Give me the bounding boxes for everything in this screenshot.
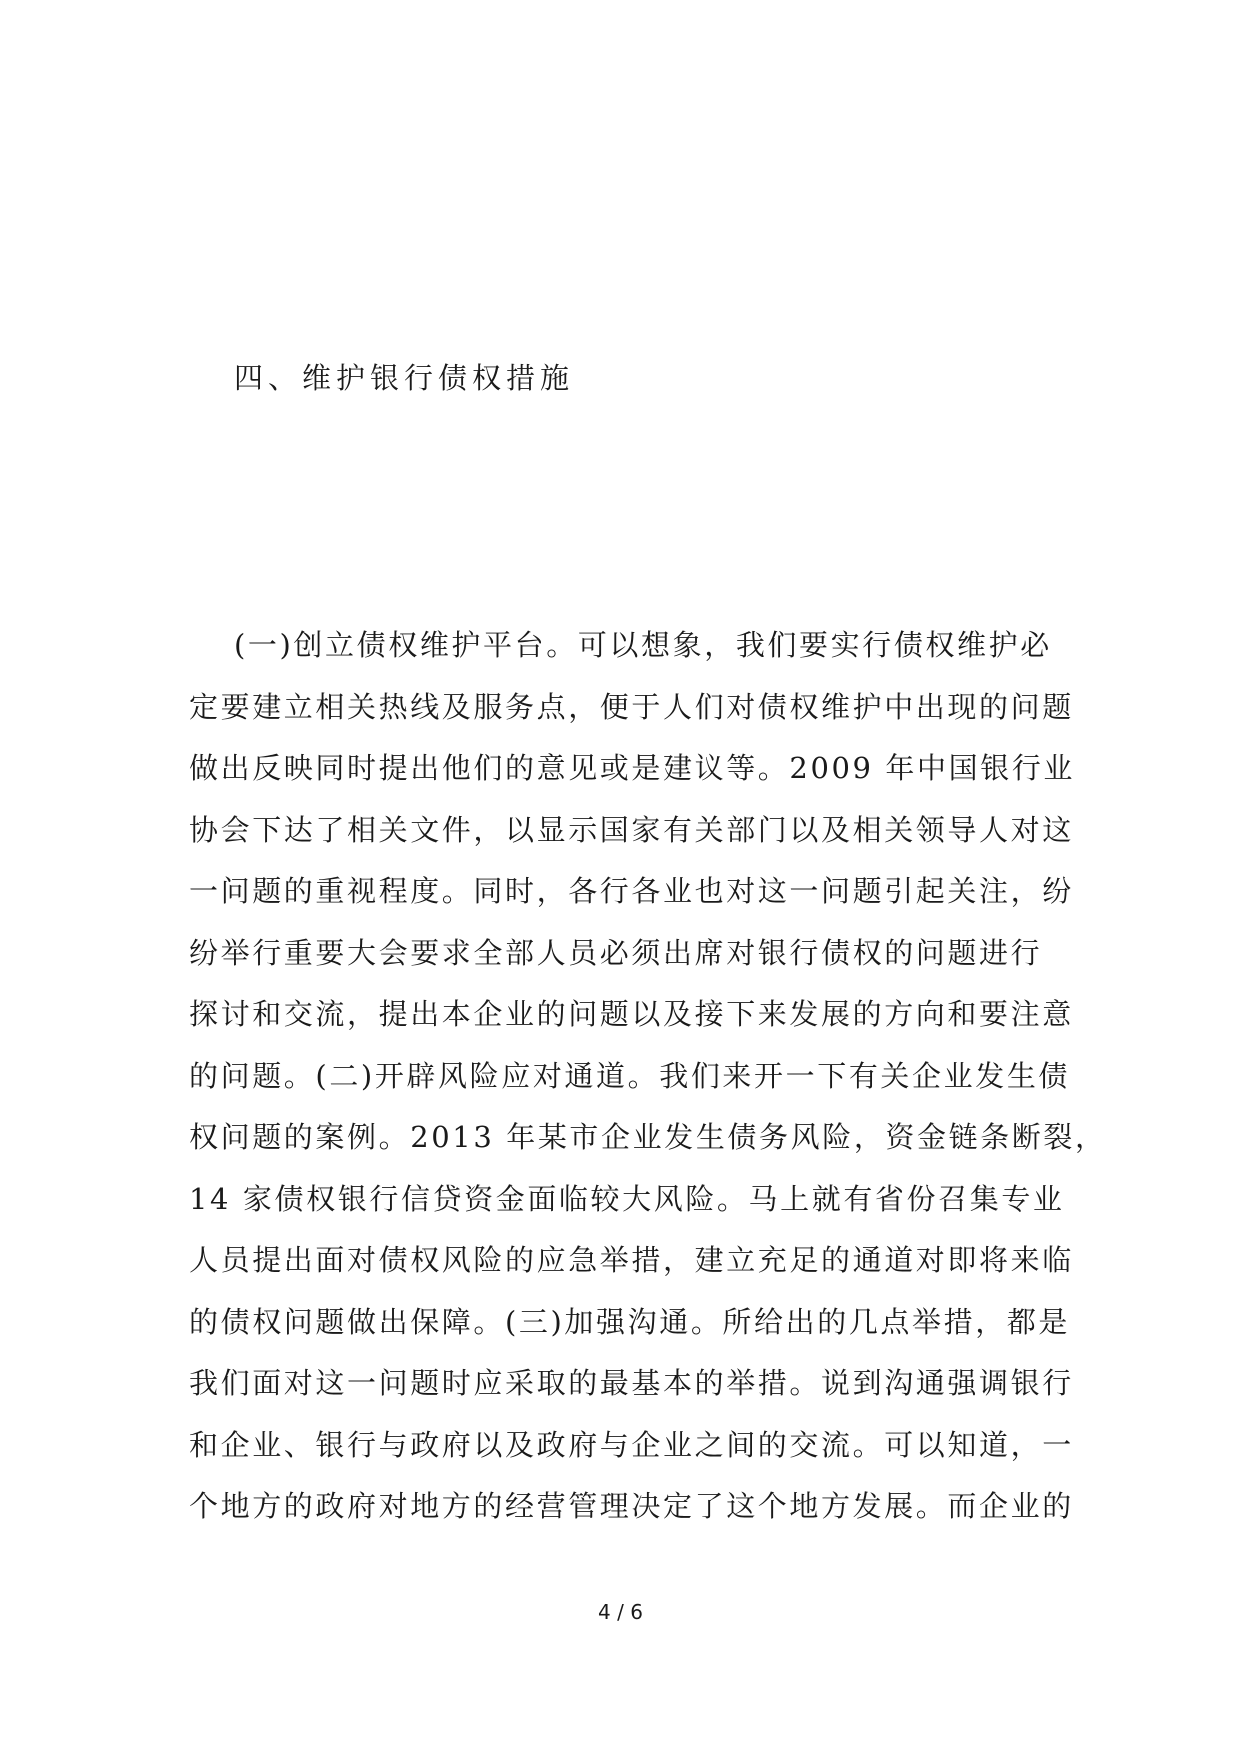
paragraph-line: 的债权问题做出保障。(三)加强沟通。所给出的几点举措，都是 bbox=[189, 1304, 1071, 1339]
paragraph-line: 我们面对这一问题时应采取的最基本的举措。说到沟通强调银行 bbox=[189, 1366, 1074, 1400]
paragraph-line: 定要建立相关热线及服务点，便于人们对债权维护中出现的问题 bbox=[189, 689, 1074, 724]
page-number: 4 / 6 bbox=[598, 1600, 643, 1624]
paragraph-line: 14 家债权银行信贷资金面临较大风险。马上就有省份召集专业 bbox=[189, 1181, 1065, 1216]
paragraph-line: 人员提出面对债权风险的应急举措，建立充足的通道对即将来临 bbox=[189, 1243, 1074, 1277]
paragraph-line: 一问题的重视程度。同时，各行各业也对这一问题引起关注，纷 bbox=[189, 874, 1074, 908]
paragraph-line: 的问题。(二)开辟风险应对通道。我们来开一下有关企业发生债 bbox=[189, 1058, 1071, 1093]
body-paragraph bbox=[189, 615, 1107, 1538]
paragraph-line: 协会下达了相关文件，以显示国家有关部门以及相关领导人对这 bbox=[189, 812, 1074, 847]
paragraph-line: 个地方的政府对地方的经营管理决定了这个地方发展。而企业的 bbox=[189, 1489, 1074, 1523]
paragraph-line: 和企业、银行与政府以及政府与企业之间的交流。可以知道，一 bbox=[189, 1427, 1074, 1462]
paragraph-line: (一)创立债权维护平台。可以想象，我们要实行债权维护必 bbox=[234, 628, 1052, 662]
paragraph-line: 探讨和交流，提出本企业的问题以及接下来发展的方向和要注意 bbox=[189, 997, 1074, 1031]
paragraph-line: 纷举行重要大会要求全部人员必须出席对银行债权的问题进行 bbox=[189, 935, 1043, 970]
paragraph-line: 做出反映同时提出他们的意见或是建议等。2009 年中国银行业 bbox=[189, 751, 1076, 785]
paragraph-line: 权问题的案例。2013 年某市企业发生债务风险，资金链条断裂， bbox=[189, 1120, 1107, 1154]
section-heading: 四、维护银行债权措施 bbox=[234, 361, 575, 395]
